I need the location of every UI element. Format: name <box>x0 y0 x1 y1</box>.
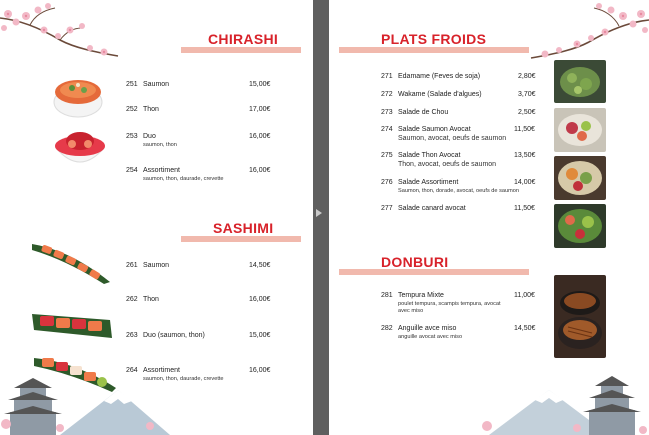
plats-froids-price-275: 13,50€ <box>514 152 536 159</box>
item-description: Saumon, thon, dorade, avocat, oeufs de saumon <box>398 188 519 195</box>
item-description: poulet tempura, scampis tempura, avocat avec miso <box>398 301 501 315</box>
chirashi-price-251: 15,00€ <box>249 81 271 88</box>
donburi-title: DONBURI <box>381 254 449 270</box>
item-number: 262 <box>126 296 138 303</box>
plats-froids-price-277: 11,50€ <box>514 205 535 212</box>
item-number: 254 <box>126 167 138 174</box>
donburi-photo <box>554 275 606 358</box>
item-number: 276 <box>381 179 393 186</box>
item-number: 273 <box>381 109 393 116</box>
item-name: Thon <box>143 296 159 303</box>
item-title: Salade Assortiment <box>398 179 459 186</box>
item-name: Saumon <box>143 81 170 88</box>
salade-saumon-photo <box>554 108 606 152</box>
item-description: saumon, thon, daurade, crevette <box>143 176 224 183</box>
donburi-price-281: 11,00€ <box>514 292 535 299</box>
item-description: saumon, thon <box>143 142 177 149</box>
chirashi-header-bar <box>181 47 301 53</box>
salade-thon-photo <box>554 156 606 200</box>
item-number: 264 <box>126 367 138 374</box>
sashimi-price-263: 15,00€ <box>249 332 271 339</box>
item-name <box>398 126 506 144</box>
item-description: Saumon, avocat, oeufs de saumon <box>398 135 507 143</box>
item-title: Salade Saumon Avocat <box>398 126 471 133</box>
item-description: anguille avocat avec miso <box>398 334 463 341</box>
item-title: Duo <box>143 133 156 140</box>
item-name <box>398 292 506 315</box>
donburi-price-282: 14,50€ <box>514 325 536 332</box>
item-number: 253 <box>126 133 138 140</box>
page-gutter <box>313 0 329 435</box>
item-number: 274 <box>381 126 393 133</box>
item-name: Edamame (Feves de soja) <box>398 73 481 80</box>
chirashi-price-253: 16,00€ <box>249 133 271 140</box>
sashimi-duo-photo <box>30 306 114 342</box>
item-number: 272 <box>381 91 393 98</box>
item-description: Thon, avocat, oeufs de saumon <box>398 161 497 169</box>
item-number: 251 <box>126 81 138 88</box>
chirashi-duo-photo <box>52 126 108 174</box>
japanese-castle-icon <box>0 368 170 435</box>
item-title: Tempura Mixte <box>398 292 444 299</box>
chirashi-price-254: 16,00€ <box>249 167 271 174</box>
sashimi-price-262: 16,00€ <box>249 296 271 303</box>
item-name <box>143 133 177 149</box>
plats-froids-price-272: 3,70€ <box>518 91 536 98</box>
plats-froids-price-271: 2,80€ <box>518 73 536 80</box>
cherry-blossom-icon <box>0 0 120 60</box>
chirashi-saumon-photo <box>52 72 104 118</box>
plats-froids-price-274: 11,50€ <box>514 126 535 133</box>
item-name: Duo (saumon, thon) <box>143 332 205 339</box>
item-name: Salade canard avocat <box>398 205 466 212</box>
chirashi-price-252: 17,00€ <box>249 106 271 113</box>
item-name: Salade de Chou <box>398 109 449 116</box>
item-name <box>398 325 462 341</box>
item-name <box>398 152 496 170</box>
item-title: Assortiment <box>143 167 180 174</box>
item-number: 252 <box>126 106 138 113</box>
salade-assortiment-photo <box>554 204 606 248</box>
item-number: 281 <box>381 292 393 299</box>
item-number: 275 <box>381 152 393 159</box>
item-number: 271 <box>381 73 393 80</box>
item-name <box>143 167 224 183</box>
item-title: Salade Thon Avocat <box>398 152 461 159</box>
menu-page-left <box>0 0 313 435</box>
edamame-photo <box>554 60 606 103</box>
item-name: Thon <box>143 106 159 113</box>
item-number: 261 <box>126 262 138 269</box>
plats-froids-price-276: 14,00€ <box>514 179 536 186</box>
sashimi-title: SASHIMI <box>213 220 274 236</box>
mount-fuji-icon <box>479 360 649 435</box>
item-number: 282 <box>381 325 393 332</box>
item-name <box>398 179 519 195</box>
item-title: Assortiment <box>143 367 180 374</box>
chevron-right-icon[interactable] <box>316 209 322 217</box>
sashimi-saumon-photo <box>30 236 112 286</box>
item-name: Wakame (Salade d'algues) <box>398 91 482 98</box>
cherry-blossom-icon <box>529 0 649 62</box>
chirashi-title: CHIRASHI <box>208 31 279 47</box>
plats-froids-title: PLATS FROIDS <box>381 31 487 47</box>
sashimi-price-261: 14,50€ <box>249 262 271 269</box>
item-number: 263 <box>126 332 138 339</box>
sashimi-price-264: 16,00€ <box>249 367 271 374</box>
item-title: Anguille avce miso <box>398 325 457 332</box>
item-number: 277 <box>381 205 393 212</box>
item-name: Saumon <box>143 262 170 269</box>
sashimi-header-bar <box>181 236 301 242</box>
menu-page-right <box>329 0 649 435</box>
plats-froids-header-bar <box>339 47 529 53</box>
plats-froids-price-273: 2,50€ <box>518 109 536 116</box>
item-description: saumon, thon, daurade, crevette <box>143 376 224 383</box>
